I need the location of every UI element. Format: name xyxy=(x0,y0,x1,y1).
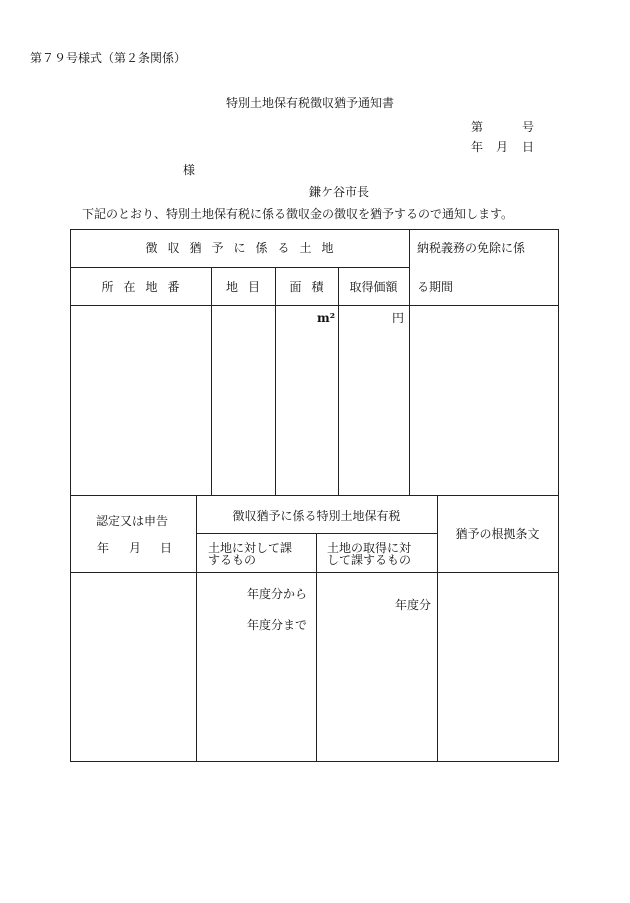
from-year-label: 年度分から xyxy=(247,587,308,601)
exemption-header-line1: 納税義務の免除に係 xyxy=(417,241,526,255)
table2-divider-subheader xyxy=(70,572,559,573)
table2-divider-acq xyxy=(316,533,317,762)
date-day-label: 日 xyxy=(522,140,535,154)
cert-header-year: 年 xyxy=(97,541,110,555)
tax-header: 徴収猶予に係る特別土地保有税 xyxy=(232,509,401,523)
table2-border-left xyxy=(70,495,71,762)
table1-divider-exemption xyxy=(409,229,410,495)
sub-acq-line1: 土地の取得に対 xyxy=(327,541,412,555)
date-year-label: 年 xyxy=(471,140,484,154)
table2-border-bottom xyxy=(70,761,559,762)
col-location: 所在地番 xyxy=(101,280,190,294)
addressee-suffix: 様 xyxy=(183,163,196,177)
cert-header-day: 日 xyxy=(160,541,173,555)
number-label-go: 号 xyxy=(522,120,535,134)
unit-price: 円 xyxy=(391,311,404,325)
table1-border-right xyxy=(558,229,559,495)
table1-border-left xyxy=(70,229,71,495)
table1-divider-area xyxy=(275,267,276,495)
to-year-label: 年度分まで xyxy=(247,618,308,632)
number-label-dai: 第 xyxy=(471,120,484,134)
table1-divider-header xyxy=(70,267,410,268)
table2-cert-line-mask xyxy=(71,533,196,534)
table1-divider-category xyxy=(211,267,212,495)
unit-area: m² xyxy=(317,311,335,325)
table2-border-right xyxy=(558,495,559,762)
page-title: 特別土地保有税徴収猶予通知書 xyxy=(226,96,395,110)
col-category: 地目 xyxy=(225,280,270,294)
land-header: 徴収猶予に係る土地 xyxy=(145,241,344,255)
intro-text: 下記のとおり、特別土地保有税に係る徴収金の徴収を猶予するので通知します。 xyxy=(82,207,514,221)
date-month-label: 月 xyxy=(496,140,509,154)
table2-divider-cert xyxy=(196,495,197,762)
col-price: 取得価額 xyxy=(349,280,398,294)
issuer-name: 鎌ケ谷市長 xyxy=(309,185,370,199)
col-area: 面積 xyxy=(289,280,334,294)
acq-year-label: 年度分 xyxy=(395,598,432,612)
basis-header: 猶予の根拠条文 xyxy=(455,527,540,541)
table1-divider-subheader xyxy=(70,305,559,306)
table1-border-top xyxy=(70,229,559,230)
sub-acq-line2: して課するもの xyxy=(327,553,412,567)
table1-border-bottom xyxy=(70,495,559,496)
form-number: 第７９号様式（第２条関係） xyxy=(30,51,187,65)
exemption-header-line2: る期間 xyxy=(417,280,454,294)
cert-header-line1: 認定又は申告 xyxy=(96,514,169,528)
sub-land-line1: 土地に対して課 xyxy=(208,541,293,555)
table1-divider-price xyxy=(338,267,339,495)
sub-land-line2: するもの xyxy=(208,553,257,567)
cert-header-month: 月 xyxy=(129,541,142,555)
